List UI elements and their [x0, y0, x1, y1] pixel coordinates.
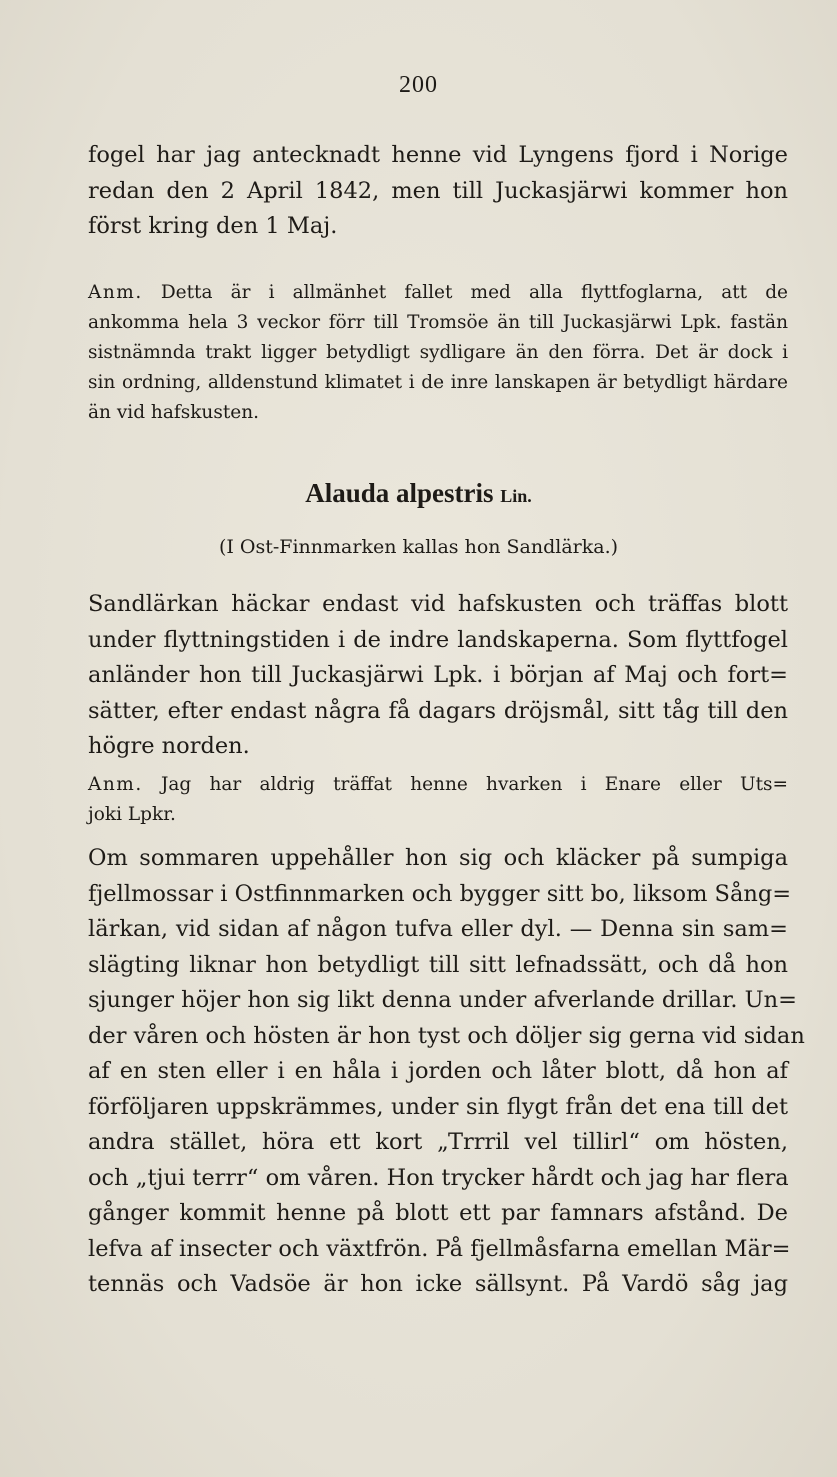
- paragraph-1: [88, 138, 788, 245]
- text-line: lärkan, vid sidan af någon tufva eller dyl. — Denna sin sam=: [88, 916, 788, 942]
- note-1: [88, 278, 788, 428]
- species-heading: [0, 478, 837, 509]
- text-line: först kring den 1 Maj.: [88, 213, 338, 239]
- note-line: joki Lpkr.: [88, 804, 176, 825]
- text-line: och „tjui terrr“ om våren. Hon trycker hårdt och jag har flera: [88, 1164, 789, 1191]
- note-line: sistnämnda trakt ligger betydligt sydligare än den förra. Det är dock i: [88, 342, 788, 363]
- text-line: der våren och hösten är hon tyst och döljer sig gerna vid sidan: [88, 1022, 805, 1049]
- text-line: gånger kommit henne på blott ett par famnars afstånd. De: [88, 1200, 788, 1226]
- page-number: 200: [399, 72, 438, 98]
- text-line: lefva af insecter och växtfrön. På fjellmåsfarna emellan Mär=: [88, 1235, 791, 1262]
- text-line: andra stället, höra ett kort „Trrril vel tillirl“ om hösten,: [88, 1129, 788, 1155]
- text-line: af en sten eller i en håla i jorden och låter blott, då hon af: [88, 1058, 788, 1084]
- note-line: sin ordning, alldenstund klimatet i de inre lanskapen är betydligt härdare: [88, 372, 788, 393]
- text-line: Sandlärkan häckar endast vid hafskusten och träffas blott: [88, 591, 788, 617]
- note-line: än vid hafskusten.: [88, 402, 259, 423]
- text-line: förföljaren uppskrämmes, under sin flygt från det ena till det: [88, 1093, 788, 1120]
- text-line: sätter, efter endast några få dagars dröjsmål, sitt tåg till den: [88, 697, 788, 724]
- text-line: Om sommaren uppehåller hon sig och kläcker på sumpiga: [88, 845, 788, 871]
- note-line: [88, 278, 788, 308]
- text-line: högre norden.: [88, 733, 250, 759]
- note-line: [88, 770, 788, 800]
- note-lead: Anm.: [88, 774, 143, 795]
- text-line: sjunger höjer hon sig likt denna under afverlande drillar. Un=: [88, 987, 797, 1013]
- note-text: Jag har aldrig träffat henne hvarken i Enare eller Uts=: [160, 774, 789, 795]
- species-name: Alauda alpestris: [305, 478, 494, 508]
- text-line: anländer hon till Juckasjärwi Lpk. i början af Maj och fort=: [88, 662, 788, 688]
- species-author: Lin.: [500, 486, 532, 506]
- note-line: ankomma hela 3 veckor förr till Tromsöe än till Juckasjärwi Lpk. fastän: [88, 312, 788, 333]
- species-subheading: (I Ost-Finnmarken kallas hon Sandlärka.): [218, 536, 619, 558]
- text-line: under flyttningstiden i de indre landskaperna. Som flyttfogel: [88, 626, 788, 653]
- paragraph-2: [88, 587, 788, 765]
- text-line: slägting liknar hon betydligt till sitt lefnadssätt, och då hon: [88, 951, 788, 978]
- note-lead: Anm.: [88, 282, 143, 303]
- text-line: redan den 2 April 1842, men till Juckasjärwi kommer hon: [88, 177, 788, 204]
- paragraph-3: [88, 841, 805, 1303]
- text-line: fjellmossar i Ostfinnmarken och bygger sitt bo, liksom Sång=: [88, 880, 792, 907]
- note-text: Detta är i allmänhet fallet med alla flyttfoglarna, att de: [160, 282, 788, 303]
- text-line: tennäs och Vadsöe är hon icke sällsynt. På Vardö såg jag: [88, 1271, 788, 1297]
- text-line: fogel har jag antecknadt henne vid Lyngens fjord i Norige: [88, 142, 788, 168]
- note-2: [88, 770, 788, 830]
